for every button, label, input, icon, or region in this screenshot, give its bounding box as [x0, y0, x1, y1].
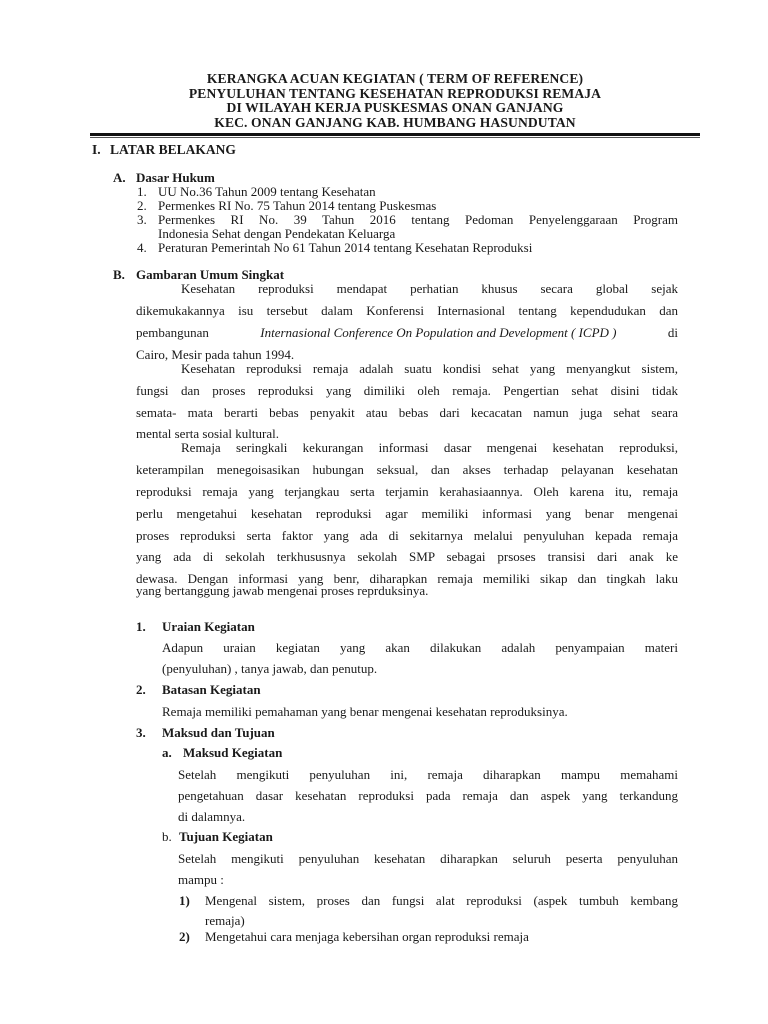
section-i-heading: LATAR BELAKANG: [110, 142, 236, 157]
para2-line-1: Kesehatan reproduksi remaja adalah suatu kondisi sehat yang menyangkut sistem,: [181, 361, 678, 376]
section-2-number: 2.: [136, 682, 146, 697]
para2-line-4: mental serta sosial kultural.: [136, 426, 279, 441]
goal-item-2-line-1: Mengetahui cara menjaga kebersihan organ reproduksi remaja: [205, 929, 529, 944]
subsection-a-letter: A.: [113, 170, 126, 185]
law-item-2-number: 2.: [137, 198, 147, 213]
section-3a-line-2: pengetahuan dasar kesehatan reproduksi pada remaja dan aspek yang terkandung: [178, 788, 678, 803]
para3-line-8: yang bertanggung jawab mengenai proses reprduksinya.: [136, 583, 429, 598]
para3-line-4: perlu mengetahui kesehatan reproduksi agar memiliki informasi yang benar mengenai: [136, 506, 678, 521]
section-2-line-1: Remaja memiliki pemahaman yang benar mengenai kesehatan reproduksinya.: [162, 704, 568, 719]
para3-line-3: reproduksi remaja yang terjangkau serta terjamin kerahasiaannya. Oleh karena itu, remaja: [136, 484, 678, 499]
title-line-1: KERANGKA ACUAN KEGIATAN ( TERM OF REFERENCE): [206, 71, 584, 86]
law-item-1-number: 1.: [137, 184, 147, 199]
para2-line-3: semata- mata berarti bebas penyakit atau bebas dari kecacatan namun juga sehat seara: [136, 405, 678, 420]
para1-line-2: dikemukakannya isu tersebut dalam Konferensi Internasional tentang kependudukan dan: [136, 303, 678, 318]
section-3b-line-1: Setelah mengikuti penyuluhan kesehatan diharapkan seluruh peserta penyuluhan: [178, 851, 678, 866]
subsection-a-heading: Dasar Hukum: [136, 170, 215, 185]
title-divider-thin: [90, 137, 700, 138]
goal-item-1-line-1: Mengenal sistem, proses dan fungsi alat reproduksi (aspek tumbuh kembang: [205, 893, 678, 908]
section-3a-heading: Maksud Kegiatan: [183, 745, 283, 760]
goal-item-1-number: 1): [179, 893, 190, 908]
para2-line-2: fungsi dan proses reproduksi yang dimiliki oleh remaja. Pengertian sehat disini tidak: [136, 383, 678, 398]
section-3-heading: Maksud dan Tujuan: [162, 725, 275, 740]
section-3a-line-3: di dalamnya.: [178, 809, 246, 824]
para3-line-2: keterampilan menegoisasikan hubungan seksual, dan akses terhadap pelayanan kesehatan: [136, 462, 678, 477]
title-divider: [90, 133, 700, 136]
law-item-4-number: 4.: [137, 240, 147, 255]
title-line-4: KEC. ONAN GANJANG KAB. HUMBANG HASUNDUTAN: [214, 114, 576, 130]
law-item-3-line-1: Permenkes RI No. 39 Tahun 2016 tentang Pedoman Penyelenggaraan Program: [158, 212, 678, 227]
para3-line-7: dewasa. Dengan informasi yang benr, diharapkan remaja memiliki sikap dan tingkah laku: [136, 571, 678, 586]
para1-line-3-text: pembangunan: [136, 325, 209, 340]
title-line-2: PENYULUHAN TENTANG KESEHATAN REPRODUKSI REMAJA: [188, 85, 602, 101]
section-3b-letter: b.: [162, 829, 172, 844]
law-item-2: Permenkes RI No. 75 Tahun 2014 tentang Puskesmas: [158, 198, 437, 213]
para1-line-1: Kesehatan reproduksi mendapat perhatian khusus secara global sejak: [181, 281, 678, 296]
law-item-4: Peraturan Pemerintah No 61 Tahun 2014 tentang Kesehatan Reproduksi: [158, 240, 533, 255]
section-1-heading: Uraian Kegiatan: [162, 619, 255, 634]
icpd-conference-name: Internasional Conference On Population and Development ( ICPD ): [260, 325, 617, 340]
section-3a-letter: a.: [162, 745, 172, 760]
section-3-number: 3.: [136, 725, 146, 740]
title-line-3: DI WILAYAH KERJA PUSKESMAS ONAN GANJANG: [226, 100, 564, 116]
goal-item-1-line-2: remaja): [205, 913, 245, 928]
section-i-number: I.: [92, 142, 101, 157]
section-1-number: 1.: [136, 619, 146, 634]
subsection-b-heading: Gambaran Umum Singkat: [136, 267, 285, 282]
subsection-b-letter: B.: [113, 267, 125, 282]
section-3b-heading: Tujuan Kegiatan: [179, 829, 273, 844]
para1-line-3-tail: di: [667, 325, 678, 340]
para3-line-6: yang ada di sekolah terkhususnya sekolah SMP sebagai prsoses transisi dari anak ke: [136, 549, 678, 564]
para1-line-3: [136, 326, 678, 340]
section-1-line-1: Adapun uraian kegiatan yang akan dilakukan adalah penyampaian materi: [162, 640, 678, 655]
goal-item-2-number: 2): [179, 929, 190, 944]
law-item-3-number: 3.: [137, 212, 147, 227]
document-title: [90, 72, 700, 130]
para3-line-5: proses reproduksi serta faktor yang ada di sekitarnya melalui penyuluhan kepada remaja: [136, 528, 678, 543]
section-3b-line-2: mampu :: [178, 872, 224, 887]
law-item-1: UU No.36 Tahun 2009 tentang Kesehatan: [158, 184, 376, 199]
section-2-heading: Batasan Kegiatan: [162, 682, 261, 697]
law-item-3-line-2: Indonesia Sehat dengan Pendekatan Keluarga: [158, 226, 396, 241]
para1-line-4: Cairo, Mesir pada tahun 1994.: [136, 347, 295, 362]
section-1-line-2: (penyuluhan) , tanya jawab, dan penutup.: [162, 661, 378, 676]
section-3a-line-1: Setelah mengikuti penyuluhan ini, remaja diharapkan mampu memahami: [178, 767, 678, 782]
para3-line-1: Remaja seringkali kekurangan informasi dasar mengenai kesehatan reproduksi,: [181, 440, 678, 455]
